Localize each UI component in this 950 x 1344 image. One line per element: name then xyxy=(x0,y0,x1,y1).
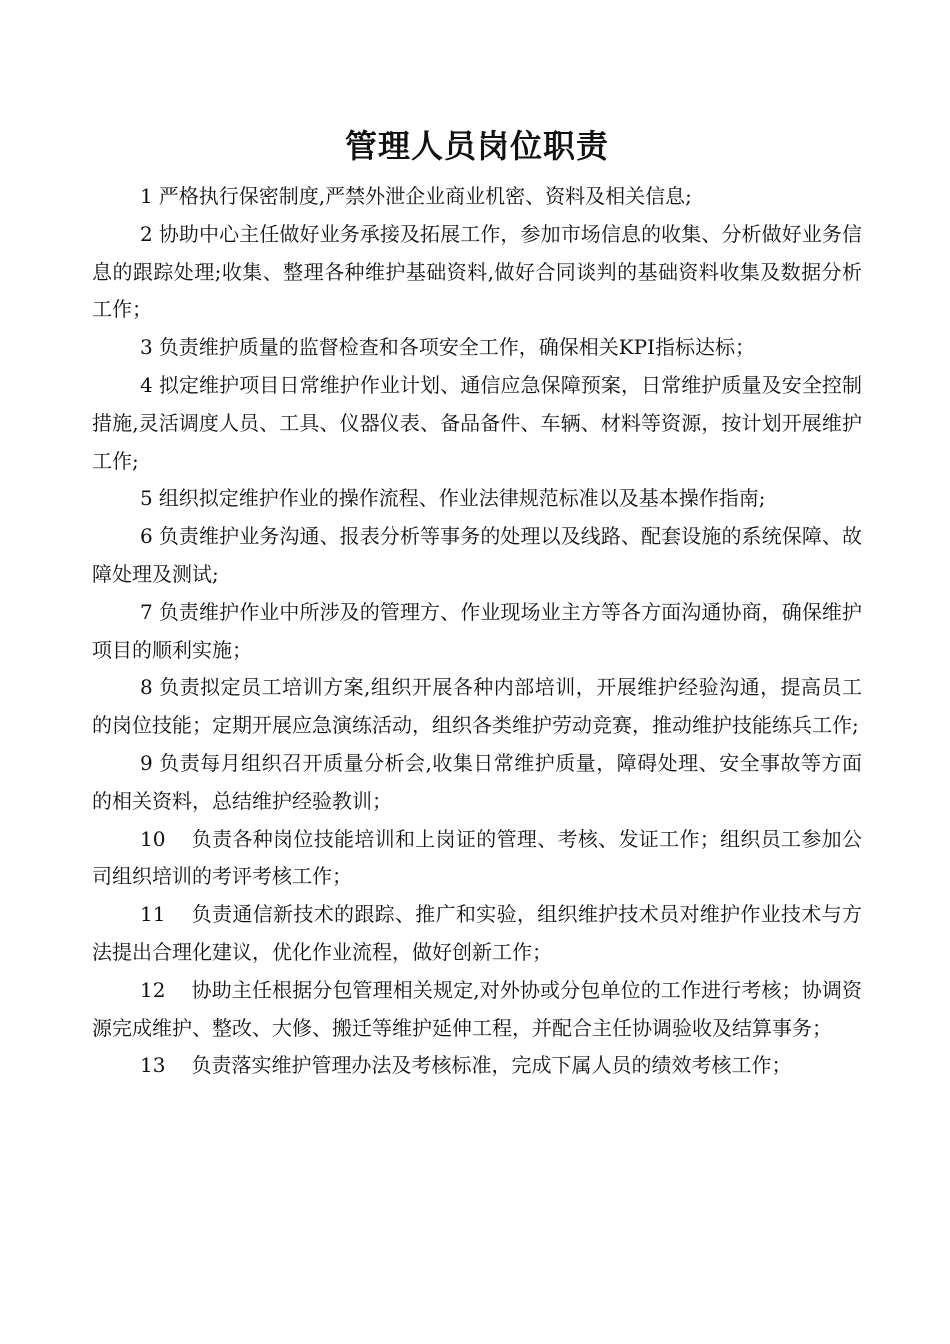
duty-number: 3 xyxy=(140,335,153,360)
duty-item xyxy=(92,669,862,745)
duty-item xyxy=(92,367,862,480)
duty-text: 负责维护质量的监督检查和各项安全工作，确保相关KPI指标达标； xyxy=(158,335,756,360)
duty-number: 9 xyxy=(140,750,153,775)
duty-text: 负责通信新技术的跟踪、推广和实验，组织维护技术员对维护作业技术与方法提出合理化建议，优化作业流程，做好创新工作； xyxy=(92,902,862,964)
duty-item xyxy=(92,329,862,367)
duty-item xyxy=(92,518,862,594)
duty-number: 13 xyxy=(140,1053,166,1078)
duty-text: 负责维护业务沟通、报表分析等事务的处理以及线路、配套设施的系统保障、故障处理及测试; xyxy=(92,524,862,586)
duty-text: 协助主任根据分包管理相关规定,对外协或分包单位的工作进行考核；协调资源完成维护、整改、大修、搬迁等维护延伸工程，并配合主任协调验收及结算事务； xyxy=(92,977,862,1040)
duty-number: 7 xyxy=(140,599,153,624)
duty-number: 8 xyxy=(140,675,153,700)
duty-item xyxy=(92,821,862,897)
duty-text: 负责各种岗位技能培训和上岗证的管理、考核、发证工作；组织员工参加公司组织培训的考评考核工作； xyxy=(92,826,862,889)
duty-item xyxy=(92,216,862,329)
duty-item xyxy=(92,480,862,518)
duty-number: 10 xyxy=(140,826,166,851)
duty-number: 1 xyxy=(140,184,153,208)
duty-item xyxy=(92,594,862,670)
document-title: 管理人员岗位职责 xyxy=(344,127,609,165)
duty-item xyxy=(92,1047,862,1085)
duty-text: 负责拟定员工培训方案,组织开展各种内部培训，开展维护经验沟通，提高员工的岗位技能；定期开展应急演练活动，组织各类维护劳动竞赛，推动维护技能练兵工作; xyxy=(92,675,862,738)
duty-item xyxy=(92,896,862,972)
duty-text: 拟定维护项目日常维护作业计划、通信应急保障预案，日常维护质量及安全控制措施,灵活调度人员、工具、仪器仪表、备品备件、车辆、材料等资源，按计划开展维护工作; xyxy=(92,372,862,473)
duty-item xyxy=(92,178,862,216)
duty-number: 4 xyxy=(140,372,153,397)
document-page xyxy=(92,118,862,1085)
duty-text: 负责落实维护管理办法及考核标准，完成下属人员的绩效考核工作； xyxy=(191,1053,792,1078)
duty-list xyxy=(92,178,862,1085)
duty-item xyxy=(92,972,862,1048)
duty-number: 11 xyxy=(140,902,166,927)
duty-text: 组织拟定维护作业的操作流程、作业法律规范标准以及基本操作指南; xyxy=(158,486,766,511)
duty-item xyxy=(92,745,862,821)
duty-text: 协助中心主任做好业务承接及拓展工作，参加市场信息的收集、分析做好业务信息的跟踪处理;收集、整理各种维护基础资料,做好合同谈判的基础资料收集及数据分析工作； xyxy=(92,221,862,322)
duty-text: 负责每月组织召开质量分析会,收集日常维护质量，障碍处理、安全事故等方面的相关资料，总结维护经验教训； xyxy=(92,750,862,813)
duty-number: 5 xyxy=(140,486,153,511)
duty-number: 12 xyxy=(140,977,166,1002)
duty-text: 严格执行保密制度,严禁外泄企业商业机密、资料及相关信息; xyxy=(158,184,692,208)
duty-number: 6 xyxy=(140,524,153,549)
duty-number: 2 xyxy=(140,221,153,246)
duty-text: 负责维护作业中所涉及的管理方、作业现场业主方等各方面沟通协商，确保维护项目的顺利实施； xyxy=(92,599,862,662)
